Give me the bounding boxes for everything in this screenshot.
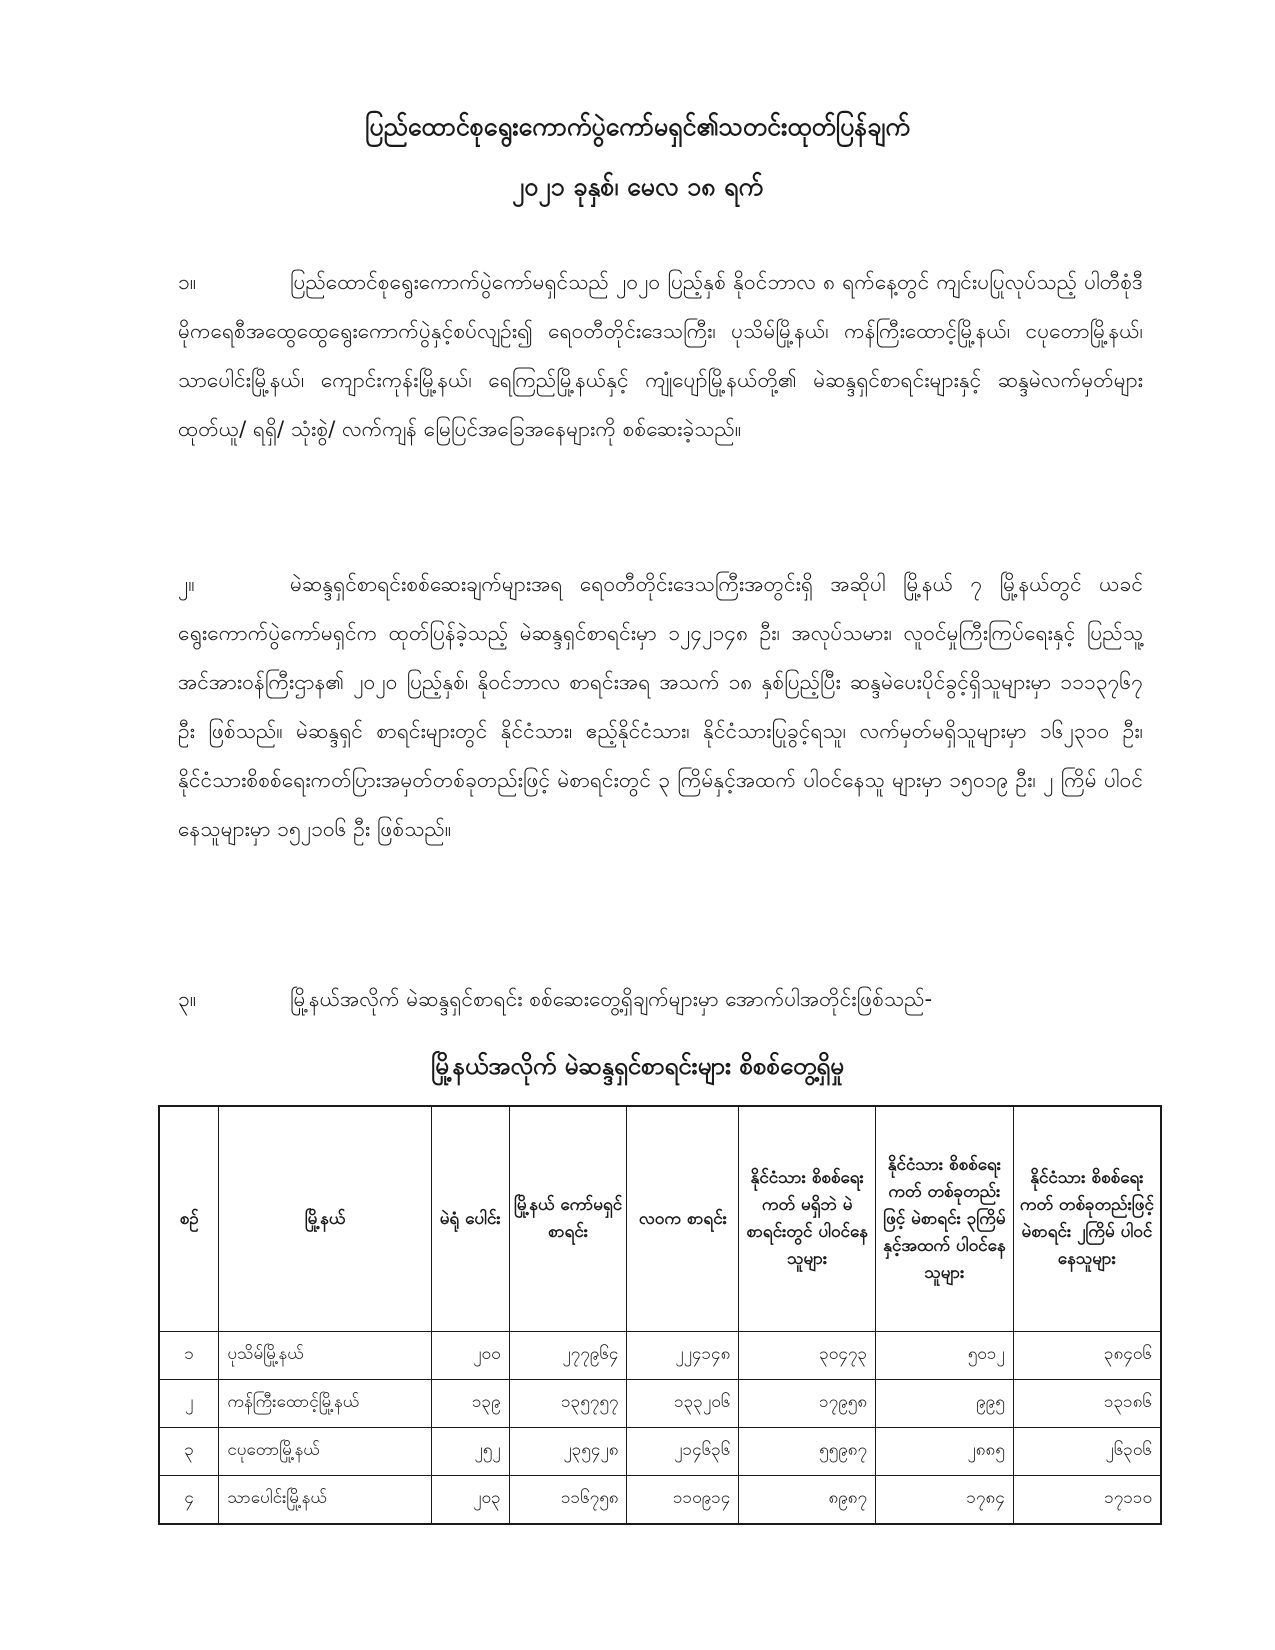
- document-date: ၂၀၂၁ ခုနှစ်၊ မေလ ၁၈ ရက်: [512, 172, 763, 201]
- township-voter-list-table: [158, 1105, 1162, 1525]
- cell-no-id-card: ၈၉၈၇: [739, 1476, 876, 1525]
- cell-township: ငပုတောမြို့နယ်: [219, 1428, 431, 1476]
- header-two-times: နိုင်ငံသား စိစစ်ရေးကတ် တစ်ခုတည်းဖြင့် မဲစာရင်း ၂ကြိမ် ပါဝင်နေသူများ: [1013, 1106, 1161, 1332]
- cell-polling-stations: ၂၀၃: [431, 1476, 509, 1525]
- cell-township: သာပေါင်းမြို့နယ်: [219, 1476, 431, 1525]
- cell-polling-stations: ၁၃၉: [431, 1380, 509, 1428]
- table-row: [159, 1428, 1161, 1476]
- cell-polling-stations: ၂၀၀: [431, 1332, 509, 1380]
- cell-no-id-card: ၃၀၄၇၃: [739, 1332, 876, 1380]
- cell-three-plus-times: ၁၇၈၄: [876, 1476, 1014, 1525]
- cell-two-times: ၁၇၁၁၀: [1013, 1476, 1161, 1525]
- cell-immigration-list: ၂၁၄၆၃၆: [627, 1428, 739, 1476]
- paragraph-3: [178, 975, 1143, 1024]
- cell-two-times: ၃၈၄၀၆: [1013, 1332, 1161, 1380]
- cell-polling-stations: ၂၅၂: [431, 1428, 509, 1476]
- document-title: ပြည်ထောင်စုရွေးကောက်ပွဲကော်မရှင်၏သတင်းထုတ်ပြန်ချက်: [365, 112, 910, 141]
- cell-two-times: ၁၃၁၈၆: [1013, 1380, 1161, 1428]
- cell-serial: ၃: [159, 1428, 219, 1476]
- header-township: မြို့နယ်: [219, 1106, 431, 1332]
- cell-three-plus-times: ၉၉၅: [876, 1380, 1014, 1428]
- header-serial: စဉ်: [159, 1106, 219, 1332]
- cell-immigration-list: ၁၁၀၉၁၄: [627, 1476, 739, 1525]
- table-row: [159, 1476, 1161, 1525]
- cell-serial: ၄: [159, 1476, 219, 1525]
- header-immigration-list: လဝက စာရင်း: [627, 1106, 739, 1332]
- header-commission-list: မြို့နယ် ကော်မရှင် စာရင်း: [509, 1106, 627, 1332]
- cell-commission-list: ၁၁၆၇၅၈: [509, 1476, 627, 1525]
- cell-immigration-list: ၂၂၄၁၄၈: [627, 1332, 739, 1380]
- paragraph-number: ၂။: [178, 572, 195, 596]
- cell-commission-list: ၂၇၇၉၆၄: [509, 1332, 627, 1380]
- header-polling-stations: မဲရုံ ပေါင်း: [431, 1106, 509, 1332]
- table-row: [159, 1332, 1161, 1380]
- header-no-id-card: နိုင်ငံသား စိစစ်ရေးကတ် မရှိဘဲ မဲစာရင်းတွင် ပါဝင်နေသူများ: [739, 1106, 876, 1332]
- cell-serial: ၁: [159, 1332, 219, 1380]
- cell-immigration-list: ၁၃၃၂၀၆: [627, 1380, 739, 1428]
- cell-three-plus-times: ၅၀၁၂: [876, 1332, 1014, 1380]
- paragraph-number: ၁။: [178, 270, 197, 294]
- paragraph-text: မြို့နယ်အလိုက် မဲဆန္ဒရှင်စာရင်း စစ်ဆေးတွေ့ရှိချက်များမှာ အောက်ပါအတိုင်းဖြစ်သည်-: [290, 987, 933, 1011]
- cell-three-plus-times: ၂၈၈၅: [876, 1428, 1014, 1476]
- paragraph-text: မဲဆန္ဒရှင်စာရင်းစစ်ဆေးချက်များအရ ရေဝတီတိုင်းဒေသကြီးအတွင်းရှိ အဆိုပါ မြို့နယ် ၇ မြို့နယ်တွင် ယခင် ရွေးကောက်ပွဲကော်မရှင်က ထုတ်ပြန်ခဲ့သည့် မဲဆန္ဒရှင်စာရင်းမှာ ၁၂၄၂၁၄၈ ဦး၊ အလုပ်သမား၊ လူဝင်မှုကြီးကြပ်ရေးနှင့် ပြည်သူ့အင်အားဝန်ကြီးဌာန၏ ၂၀၂၀ ပြည့်နှစ်၊ နိုဝင်ဘာလ စာရင်းအရ အသက် ၁၈ နှစ်ပြည့်ပြီး ဆန္ဒမဲပေးပိုင်ခွင့်ရှိသူများမှာ ၁၁၁၃၇၆၇ ဦး ဖြစ်သည်။ မဲဆန္ဒရှင် စာရင်းများတွင် နိုင်ငံသား၊ ဧည့်နိုင်ငံသား၊ နိုင်ငံသားပြုခွင့်ရသူ၊ လက်မှတ်မရှိသူများမှာ ၁၆၂၃၁၀ ဦး၊ နိုင်ငံသားစိစစ်ရေးကတ်ပြားအမှတ်တစ်ခုတည်းဖြင့် မဲစာရင်းတွင် ၃ ကြိမ်နှင့်အထက် ပါဝင်နေသူ များမှာ ၁၅၀၁၉ ဦး၊ ၂ ကြိမ် ပါဝင်နေသူများမှာ ၁၅၂၁၀၆ ဦး ဖြစ်သည်။: [178, 572, 1143, 841]
- cell-commission-list: ၂၃၅၄၂၈: [509, 1428, 627, 1476]
- cell-no-id-card: ၁၇၉၅၈: [739, 1380, 876, 1428]
- cell-two-times: ၂၆၃၀၆: [1013, 1428, 1161, 1476]
- cell-commission-list: ၁၃၅၇၅၇: [509, 1380, 627, 1428]
- cell-no-id-card: ၅၅၉၈၇: [739, 1428, 876, 1476]
- paragraph-1: [178, 258, 1143, 454]
- cell-township: ကန်ကြီးထောင့်မြို့နယ်: [219, 1380, 431, 1428]
- table-title: မြို့နယ်အလိုက် မဲဆန္ဒရှင်စာရင်းများ စိစစ်တွေ့ရှိမှု: [431, 1052, 844, 1080]
- header-three-plus-times: နိုင်ငံသား စိစစ်ရေးကတ် တစ်ခုတည်းဖြင့် မဲစာရင်း ၃ကြိမ် နှင့်အထက် ပါဝင်နေသူများ: [876, 1106, 1014, 1332]
- table-row: [159, 1380, 1161, 1428]
- paragraph-number: ၃။: [178, 987, 197, 1011]
- paragraph-2: [178, 560, 1143, 854]
- table-header-row: [159, 1106, 1161, 1332]
- cell-township: ပုသိမ်မြို့နယ်: [219, 1332, 431, 1380]
- paragraph-text: ပြည်ထောင်စုရွေးကောက်ပွဲကော်မရှင်သည် ၂၀၂၀ ပြည့်နှစ် နိုဝင်ဘာလ ၈ ရက်နေ့တွင် ကျင်းပပြုလုပ်သည့် ပါတီစုံဒီမိုကရေစီအထွေထွေရွေးကောက်ပွဲနှင့်စပ်လျဉ်း၍ ရေဝတီတိုင်းဒေသကြီး၊ ပုသိမ်မြို့နယ်၊ ကန်ကြီးထောင့်မြို့နယ်၊ ငပုတောမြို့နယ်၊ သာပေါင်းမြို့နယ်၊ ကျောင်းကုန်းမြို့နယ်၊ ရေကြည်မြို့နယ်နှင့် ကျုံပျော်မြို့နယ်တို့၏ မဲဆန္ဒရှင်စာရင်းများနှင့် ဆန္ဒမဲလက်မှတ်များ ထုတ်ယူ/ ရရှိ/ သုံးစွဲ/ လက်ကျန် မြေပြင်အခြေအနေများကို စစ်ဆေးခဲ့သည်။: [178, 270, 1143, 441]
- cell-serial: ၂: [159, 1380, 219, 1428]
